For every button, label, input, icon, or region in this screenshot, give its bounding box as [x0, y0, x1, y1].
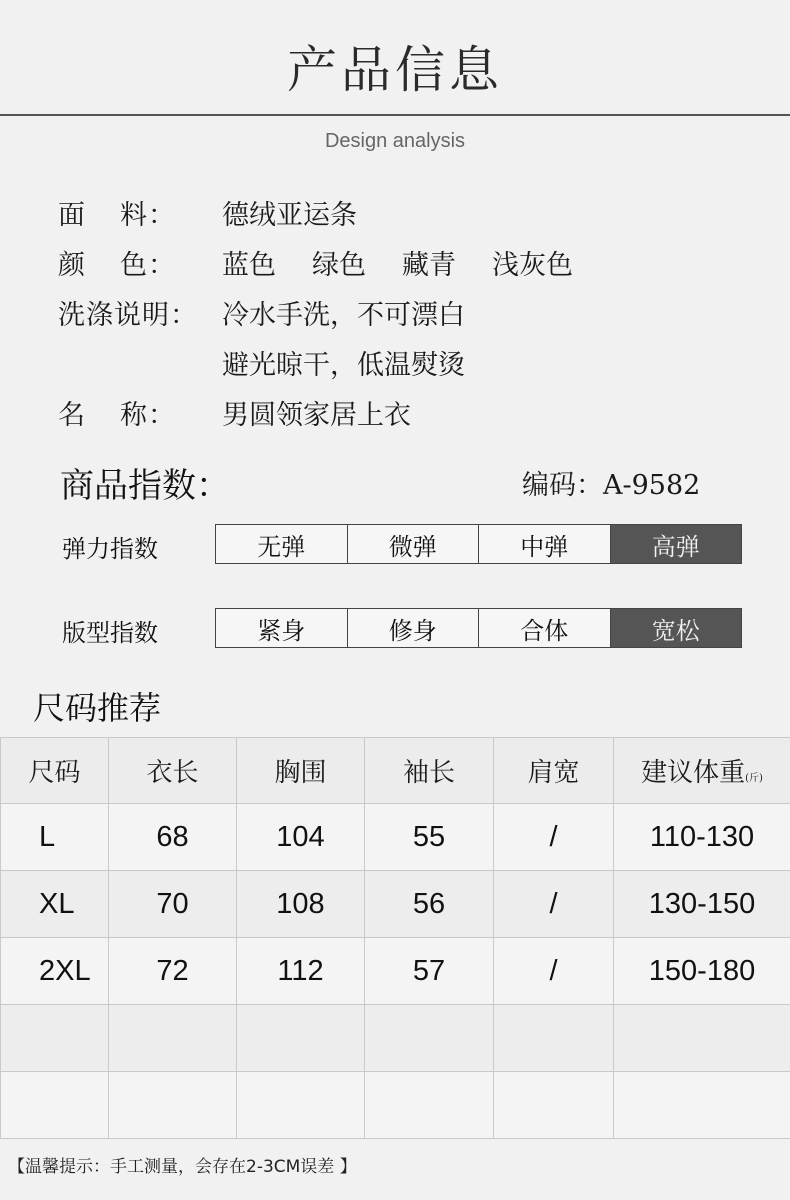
- table-cell: 57: [365, 938, 494, 1005]
- table-cell: [614, 1072, 790, 1139]
- washing-row: [58, 293, 465, 332]
- table-cell: [494, 1072, 614, 1139]
- fabric-row: [58, 193, 357, 232]
- name-label: [58, 393, 222, 432]
- table-cell: 68: [109, 804, 237, 871]
- table-cell: [1, 1005, 109, 1072]
- header-shoulder: 肩宽: [494, 738, 614, 804]
- product-code: 编码：A-9582: [522, 470, 701, 501]
- table-cell: /: [494, 804, 614, 871]
- elasticity-option-none: 无弹: [216, 525, 348, 563]
- fit-scale: [215, 608, 742, 648]
- color-value-green: 绿色: [312, 250, 366, 281]
- table-row: [1, 938, 790, 1005]
- color-value-lightgray: 浅灰色: [492, 250, 573, 281]
- color-values: [222, 250, 609, 281]
- fit-option-tight: 紧身: [216, 609, 348, 647]
- color-label: [58, 243, 222, 282]
- elasticity-option-high: 高弹: [611, 525, 742, 563]
- table-cell: 110-130: [614, 804, 790, 871]
- name-row: [58, 393, 411, 432]
- table-cell: [494, 1005, 614, 1072]
- color-label-a: 颜: [58, 250, 86, 281]
- fit-label: 版型指数: [62, 619, 158, 647]
- table-cell: /: [494, 871, 614, 938]
- name-label-b: 称：: [120, 400, 176, 431]
- table-cell: 112: [237, 938, 365, 1005]
- elasticity-option-slight: 微弹: [348, 525, 480, 563]
- table-cell: 55: [365, 804, 494, 871]
- color-value-blue: 蓝色: [222, 250, 276, 281]
- washing-row-2: [222, 343, 465, 382]
- table-row: [1, 804, 790, 871]
- elasticity-label: 弹力指数: [62, 535, 158, 563]
- table-header-row: [1, 738, 790, 804]
- name-value: 男圆领家居上衣: [222, 400, 411, 431]
- weight-unit: (斤): [745, 773, 763, 784]
- elasticity-scale: [215, 524, 742, 564]
- elasticity-option-medium: 中弹: [479, 525, 611, 563]
- table-cell: [109, 1005, 237, 1072]
- table-cell: XL: [1, 871, 109, 938]
- table-cell: 72: [109, 938, 237, 1005]
- table-cell: 56: [365, 871, 494, 938]
- table-cell: 104: [237, 804, 365, 871]
- table-cell: [109, 1072, 237, 1139]
- table-cell: [614, 1005, 790, 1072]
- table-row-empty: [1, 1005, 790, 1072]
- color-label-b: 色：: [120, 250, 176, 281]
- header-chest: 胸围: [237, 738, 365, 804]
- table-cell: 130-150: [614, 871, 790, 938]
- table-row-empty: [1, 1072, 790, 1139]
- washing-line-2: 避光晾干，低温熨烫: [222, 350, 465, 381]
- size-table: [0, 737, 790, 1139]
- table-cell: 2XL: [1, 938, 109, 1005]
- washing-label: 洗涤说明：: [58, 300, 198, 331]
- measurement-note: 【温馨提示：手工测量，会存在2-3CM误差 】: [8, 1157, 357, 1177]
- fabric-label-b: 料：: [120, 200, 176, 231]
- fabric-value: 德绒亚运条: [222, 200, 357, 231]
- index-section-title: 商品指数：: [60, 466, 230, 506]
- table-cell: [365, 1072, 494, 1139]
- header-sleeve: 袖长: [365, 738, 494, 804]
- fit-option-regular: 合体: [479, 609, 611, 647]
- table-row: [1, 871, 790, 938]
- table-cell: 70: [109, 871, 237, 938]
- table-cell: 150-180: [614, 938, 790, 1005]
- table-cell: /: [494, 938, 614, 1005]
- table-cell: [365, 1005, 494, 1072]
- color-row: [58, 243, 609, 282]
- size-section-title: 尺码推荐: [33, 689, 162, 727]
- page-subtitle: Design analysis: [324, 130, 466, 152]
- page-title: 产品信息: [287, 41, 503, 99]
- table-cell: 108: [237, 871, 365, 938]
- fabric-label: [58, 193, 222, 232]
- fit-option-slim: 修身: [348, 609, 480, 647]
- washing-line-1: 冷水手洗，不可漂白: [222, 300, 465, 331]
- table-cell: [237, 1005, 365, 1072]
- fit-option-loose: 宽松: [611, 609, 742, 647]
- fabric-label-a: 面: [58, 200, 86, 231]
- title-divider: [0, 114, 790, 116]
- color-value-navy: 藏青: [402, 250, 456, 281]
- header-weight: [614, 738, 790, 804]
- table-cell: [237, 1072, 365, 1139]
- header-length: 衣长: [109, 738, 237, 804]
- table-cell: [1, 1072, 109, 1139]
- table-cell: L: [1, 804, 109, 871]
- header-size: 尺码: [1, 738, 109, 804]
- name-label-a: 名: [58, 400, 86, 431]
- header-weight-text: 建议体重: [641, 758, 746, 788]
